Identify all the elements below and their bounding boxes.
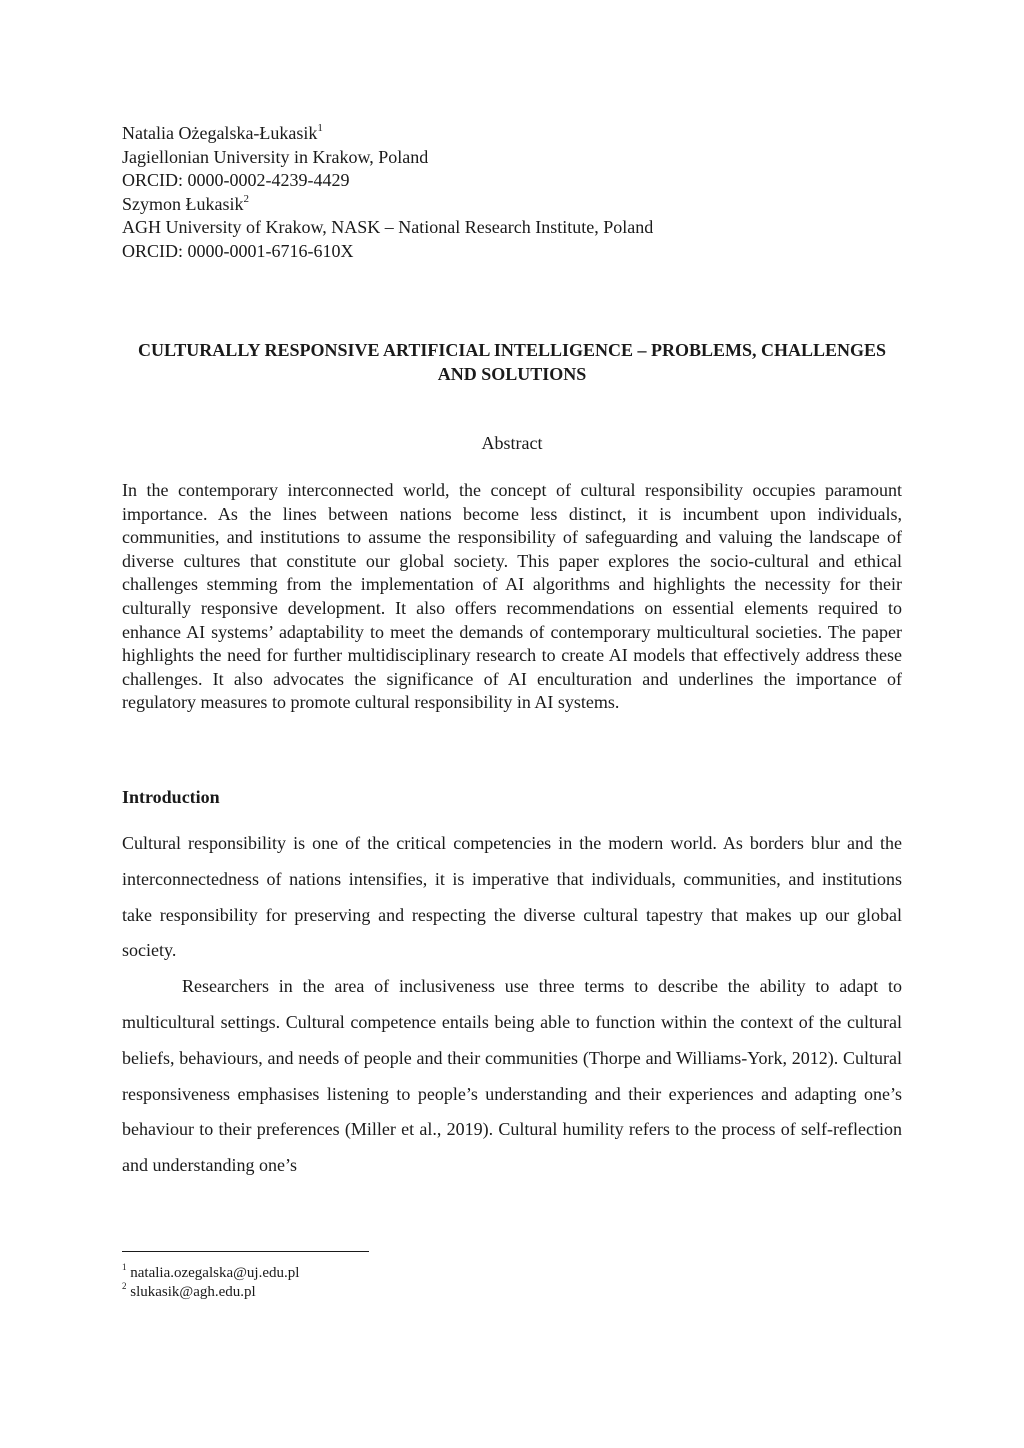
- author-affiliation: Jagiellonian University in Krakow, Poland: [122, 146, 429, 167]
- footnote-divider: [122, 1251, 369, 1252]
- abstract-heading: Abstract: [481, 433, 543, 453]
- introduction-body: [122, 826, 902, 1184]
- author-name: Szymon Łukasik$^2$: [122, 192, 249, 214]
- footnote-email: natalia.ozegalska@uj.edu.pl: [130, 1265, 300, 1281]
- author-orcid: ORCID: 0000-0001-6716-610X: [122, 240, 354, 261]
- abstract-text: In the contemporary interconnected world, the concept of cultural responsibility occupies paramount importance. As the lines between nations become less distinct, it is incumbent upon individuals, communities, and institutions to assume the responsibility of safeguarding and valuing the landscape of diverse cultures that constitute our global society. This paper explores the socio-cultural and ethical challenges stemming from the implementation of AI algorithms and highlights the necessity for their culturally responsive development. It also offers recommendations on essential elements required to enhance AI systems’ adaptability to meet the demands of contemporary multicultural societies. The paper highlights the need for further multidisciplinary research to create AI models that effectively address these challenges. It also advocates the significance of AI enculturation and underlines the importance of regulatory measures to promote cultural responsibility in AI systems.: [122, 480, 902, 713]
- footnote: $^1$ natalia.ozegalska@uj.edu.pl: [122, 1262, 300, 1281]
- footnotes: [122, 1264, 299, 1302]
- author-orcid: ORCID: 0000-0002-4239-4429: [122, 170, 350, 191]
- paragraph: Researchers in the area of inclusiveness use three terms to describe the ability to adapt to multicultural settings. Cultural competence entails being able to function within the context of the cultural beliefs, behaviours, and needs of people and their communities (Thorpe and Williams-York, 2012). Cultural responsiveness emphasises listening to people’s understanding and their experiences and adapting one’s behaviour to their preferences (Miller et al., 2019). Cultural humility refers to the process of self-reflection and understanding one’s: [122, 976, 902, 1176]
- author-affiliation: AGH University of Krakow, NASK – National Research Institute, Poland: [122, 217, 654, 238]
- footnote: $^2$ slukasik@agh.edu.pl: [122, 1281, 256, 1300]
- introduction-heading: Introduction: [122, 787, 220, 807]
- footnote-mark: 1: [317, 122, 323, 134]
- paper-title: CULTURALLY RESPONSIVE ARTIFICIAL INTELLIGENCE – PROBLEMS, CHALLENGES AND SOLUTIONS: [137, 340, 887, 384]
- author-block: [122, 122, 902, 264]
- footnote-email: slukasik@agh.edu.pl: [130, 1284, 256, 1300]
- footnote-mark: 2: [243, 192, 249, 205]
- author-name: Natalia Ożegalska-Łukasik$^1$: [122, 122, 323, 143]
- paragraph: Cultural responsibility is one of the critical competencies in the modern world. As borders blur and the interconnectedness of nations intensifies, it is imperative that individuals, communities, and institutions take responsibility for preserving and respecting the diverse cultural tapestry that makes up our global society.: [122, 833, 902, 961]
